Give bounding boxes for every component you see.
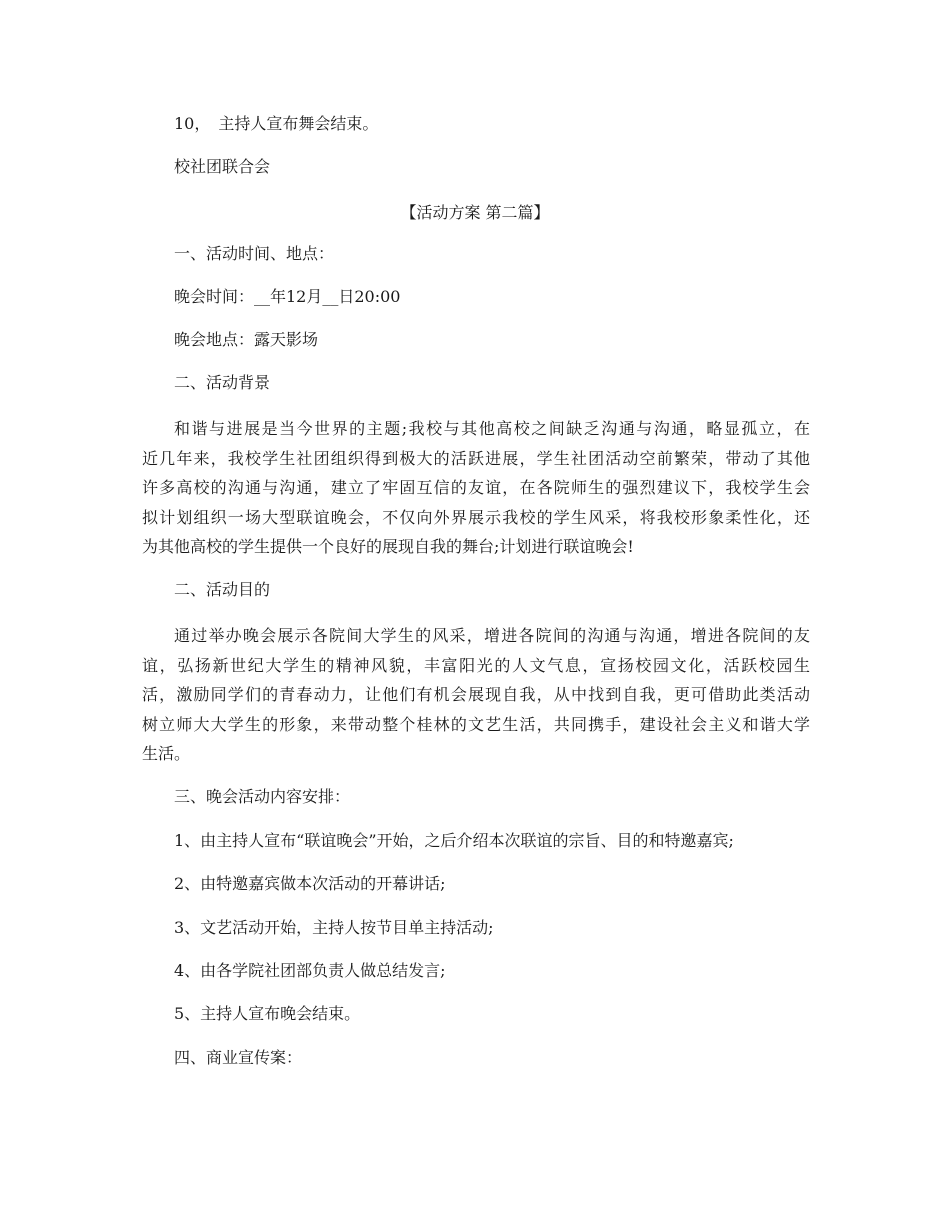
purpose-paragraph: [142, 621, 810, 769]
party-place: 晚会地点：露天影场: [174, 330, 319, 349]
prev-item-line: 10， 主持人宣布舞会结束。: [174, 114, 379, 133]
party-time: 晚会时间：__年12月__日20:00: [174, 287, 401, 306]
program-item: 2、由特邀嘉宾做本次活动的开幕讲话;: [174, 874, 446, 893]
paragraph-line: 通过举办晚会展示各院间大学生的风采，增进各院间的沟通与沟通，增进各院间的友: [174, 626, 810, 645]
heading-promotion: 四、商业宣传案：: [174, 1048, 303, 1067]
heading-time-place: 一、活动时间、地点：: [174, 244, 335, 263]
paragraph-line: 生活。: [142, 744, 191, 763]
heading-purpose: 二、活动目的: [174, 580, 271, 599]
paragraph-line: 为其他高校的学生提供一个良好的展现自我的舞台;计划进行联谊晚会!: [142, 537, 634, 556]
program-item: 4、由各学院社团部负责人做总结发言;: [174, 961, 446, 980]
paragraph-line: 谊，弘扬新世纪大学生的精神风貌，丰富阳光的人文气息，宣扬校园文化，活跃校园生: [142, 655, 810, 675]
signature: 校社团联合会: [174, 157, 271, 176]
program-item: 3、文艺活动开始，主持人按节目单主持活动;: [174, 918, 494, 937]
program-item: 5、主持人宣布晚会结束。: [174, 1004, 361, 1023]
program-item: 1、由主持人宣布“联谊晚会”开始，之后介绍本次联谊的宗旨、目的和特邀嘉宾;: [174, 831, 734, 850]
paragraph-line: 活，激励同学们的青春动力，让他们有机会展现自我，从中找到自我，更可借助此类活动: [142, 685, 810, 704]
paragraph-line: 树立师大大学生的形象，来带动整个桂林的文艺生活，共同携手，建设社会主义和谐大学: [142, 714, 810, 734]
paragraph-line: 拟计划组织一场大型联谊晚会，不仅向外界展示我校的学生风采，将我校形象柔性化，还: [142, 507, 810, 527]
section-title: 【活动方案 第二篇】: [400, 203, 550, 222]
heading-program: 三、晚会活动内容安排：: [174, 787, 351, 806]
heading-background: 二、活动背景: [174, 373, 271, 392]
paragraph-line: 许多高校的沟通与沟通，建立了牢固互信的友谊，在各院师生的强烈建议下，我校学生会: [142, 478, 810, 497]
background-paragraph: [142, 414, 810, 562]
paragraph-line: 和谐与进展是当今世界的主题;我校与其他高校之间缺乏沟通与沟通，略显孤立，在: [174, 419, 810, 438]
paragraph-line: 近几年来，我校学生社团组织得到极大的活跃进展，学生社团活动空前繁荣，带动了其他: [142, 448, 810, 468]
